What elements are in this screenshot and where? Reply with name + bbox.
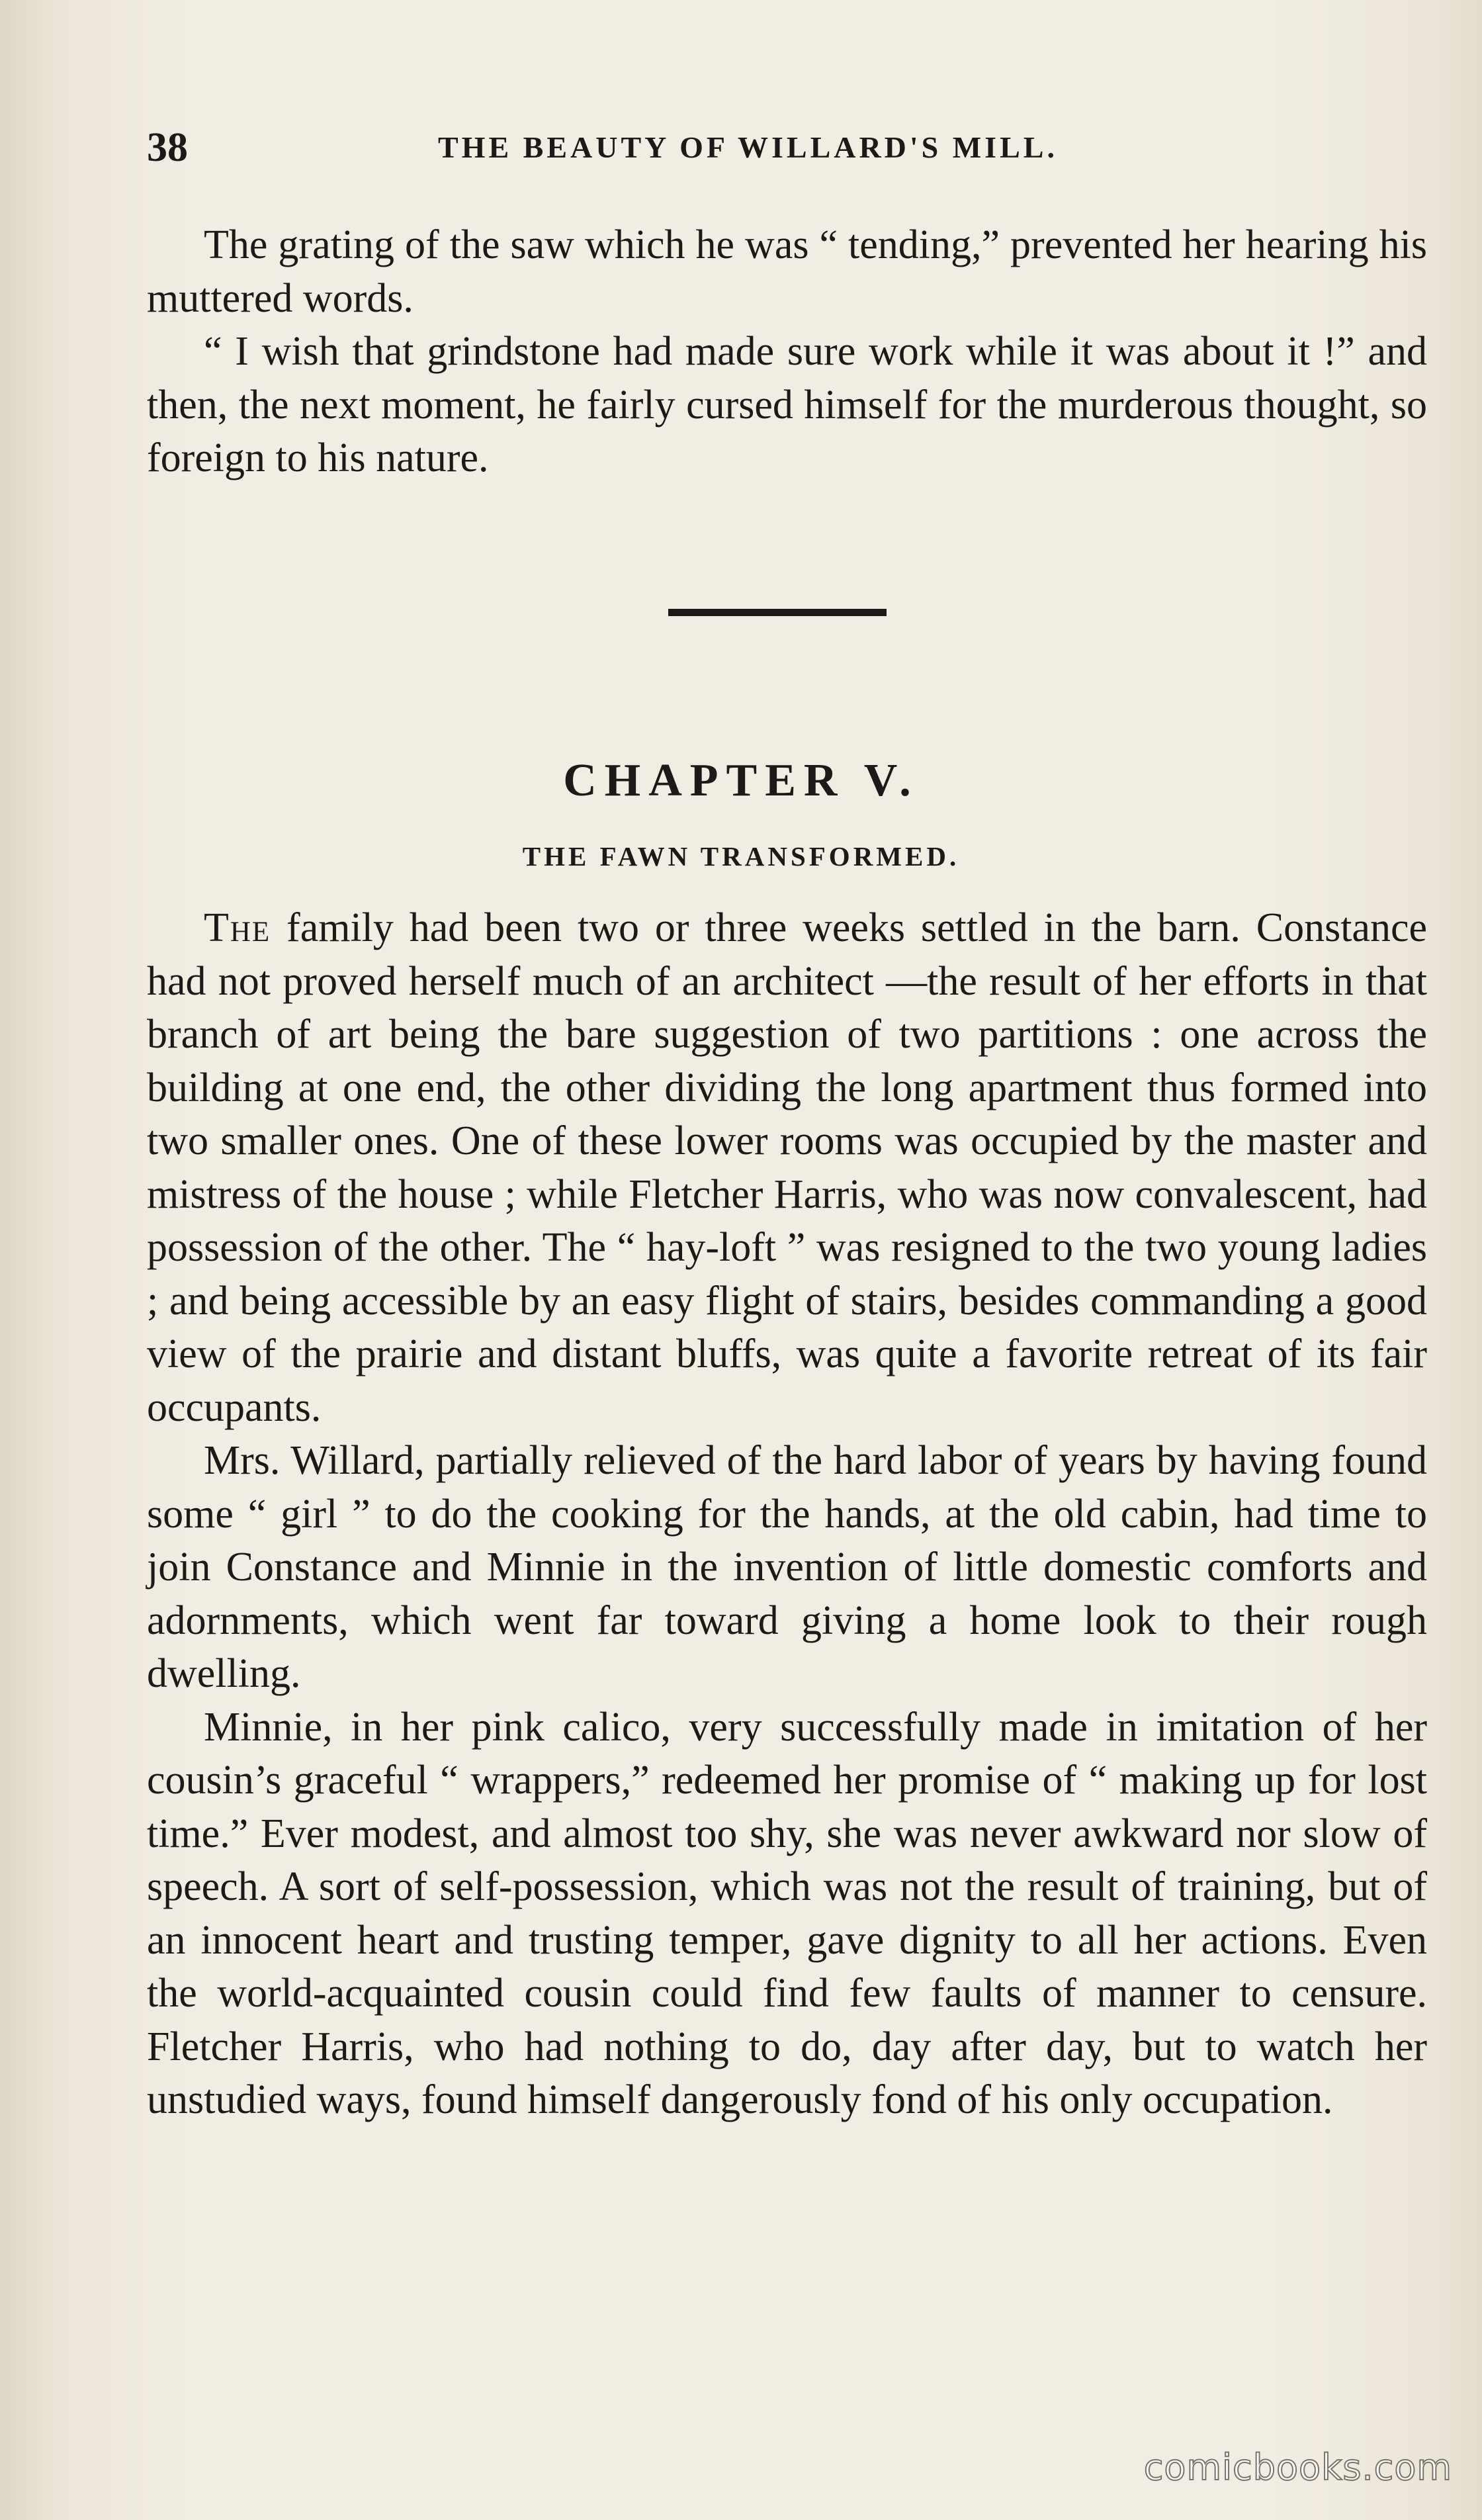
paragraph: The grating of the saw which he was “ tending,” prevented her hearing his muttered words. bbox=[147, 222, 1427, 321]
section-divider bbox=[668, 609, 887, 616]
chapter-title: CHAPTER V. bbox=[563, 755, 919, 806]
paragraph: Minnie, in her pink calico, very successfully made in imitation of her cousin’s graceful “ wrappers,” redeemed her promise of “ making up for lost time.” Ever modest, and almost too shy, she was never awkward nor slow of speech. A sort of self-possession, which was not the result of training, but of an innocent heart and trusting temper, gave dignity to all her actions. Even the world-acquainted cousin could find few faults of manner to censure. Fletcher Harris, who had nothing to do, day after day, but to watch her unstudied ways, found himself dangerously fond of his only occupation. bbox=[147, 1704, 1427, 2122]
chapter-text bbox=[147, 901, 1427, 2127]
page-header bbox=[147, 118, 1430, 177]
drop-lead-word: The bbox=[204, 905, 271, 950]
opening-text bbox=[147, 218, 1427, 485]
chapter-subtitle: THE FAWN TRANSFORMED. bbox=[522, 841, 960, 872]
site-watermark: comicbooks.com bbox=[1143, 2447, 1452, 2488]
paragraph: Mrs. Willard, partially relieved of the hard labor of years by having found some “ girl ” to do the cooking for the hands, at the old cabin, had time to join Constance and Minnie in the invention of little domestic comforts and adornments, which went far toward giving a home look to their rough dwelling. bbox=[147, 1438, 1427, 1696]
paragraph-body: family had been two or three weeks settled in the barn. Constance had not proved herself much of an architect —the result of her efforts in that branch of art being the bare suggestion of two partitions : one across the building at one end, the other dividing the long apartment thus formed into two smaller ones. One of these lower rooms was occupied by the master and mistress of the house ; while Fletcher Harris, who was now convalescent, had possession of the other. The “ hay-loft ” was resigned to the two young ladies ; and being accessible by an easy flight of stairs, besides commanding a good view of the prairie and distant bluffs, was quite a favorite retreat of its fair occupants. bbox=[147, 905, 1427, 1430]
paragraph bbox=[147, 901, 1427, 1434]
running-head: THE BEAUTY OF WILLARD'S MILL. bbox=[438, 130, 1058, 164]
page-number: 38 bbox=[147, 125, 188, 170]
paragraph: “ I wish that grindstone had made sure work while it was about it !” and then, the next moment, he fairly cursed himself for the murderous thought, so foreign to his nature. bbox=[147, 329, 1427, 480]
